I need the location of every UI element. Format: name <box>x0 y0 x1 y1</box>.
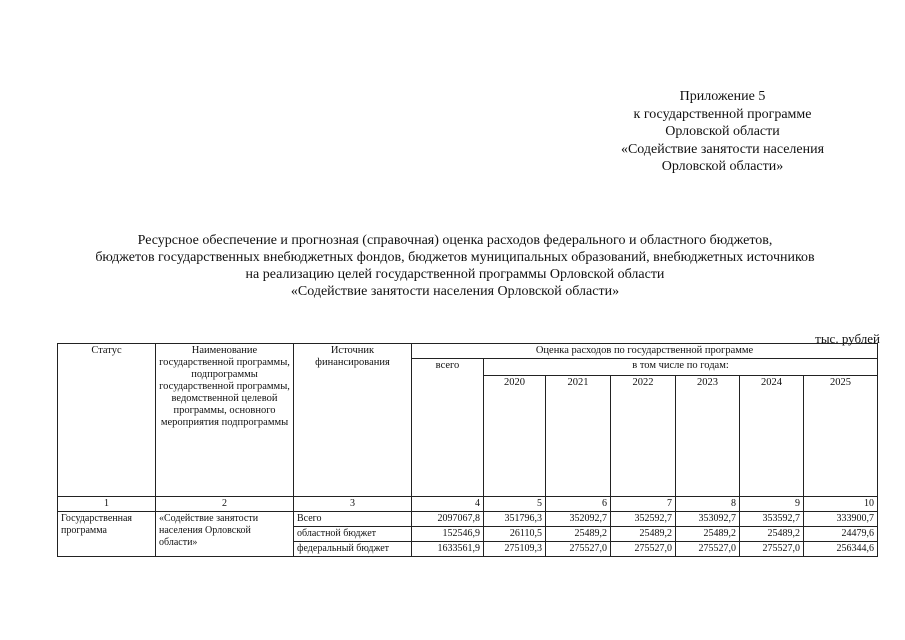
appendix-line: Орловской области» <box>661 159 784 174</box>
header-status: Статус <box>58 344 156 497</box>
header-estimate: Оценка расходов по государственной программе <box>412 344 878 359</box>
title-line: на реализацию целей государственной программы Орловской области <box>245 267 665 282</box>
appendix-header <box>590 88 855 176</box>
value-cell: 353592,7 <box>740 512 804 527</box>
program-name: «Содействие занятости населения Орловской области» <box>156 512 294 557</box>
title-line: Ресурсное обеспечение и прогнозная (справочная) оценка расходов федерального и областного бюджетов, <box>137 233 773 248</box>
appendix-line: «Содействие занятости населения <box>620 141 825 157</box>
column-number: 5 <box>484 497 546 512</box>
appendix-line: Орловской области <box>665 124 780 139</box>
value-cell: 275527,0 <box>546 542 611 557</box>
title-line: «Содействие занятости населения Орловской области» <box>290 284 620 299</box>
value-cell: 25489,2 <box>676 527 740 542</box>
value-cell: 275527,0 <box>676 542 740 557</box>
header-name: Наименование государственной программы, подпрограммы государственной программы, ведомственной целевой программы, основного мероприятия подпрограммы <box>156 344 294 497</box>
value-cell: 256344,6 <box>804 542 878 557</box>
value-cell: 26110,5 <box>484 527 546 542</box>
document-title <box>40 232 870 300</box>
value-cell: 353092,7 <box>676 512 740 527</box>
column-number: 1 <box>58 497 156 512</box>
column-number: 10 <box>804 497 878 512</box>
appendix-line: Приложение 5 <box>679 89 766 104</box>
value-cell: 352092,7 <box>546 512 611 527</box>
column-number: 8 <box>676 497 740 512</box>
value-cell: 25489,2 <box>611 527 676 542</box>
column-number: 9 <box>740 497 804 512</box>
header-source: Источник финансирования <box>294 344 412 497</box>
source-cell: Всего <box>294 512 412 527</box>
value-cell: 2097067,8 <box>412 512 484 527</box>
unit-label: тыс. рублей <box>815 331 880 346</box>
value-cell: 1633561,9 <box>412 542 484 557</box>
value-cell: 25489,2 <box>546 527 611 542</box>
column-number: 2 <box>156 497 294 512</box>
header-row <box>58 344 878 359</box>
value-cell: 24479,6 <box>804 527 878 542</box>
source-cell: областной бюджет <box>294 527 412 542</box>
header-year: 2021 <box>546 376 611 497</box>
column-number: 7 <box>611 497 676 512</box>
value-cell: 152546,9 <box>412 527 484 542</box>
value-cell: 275527,0 <box>611 542 676 557</box>
title-line: бюджетов государственных внебюджетных фондов, бюджетов муниципальных образований, внебюджетных источников <box>95 250 815 265</box>
header-year: 2023 <box>676 376 740 497</box>
table-row <box>58 512 878 527</box>
column-number: 4 <box>412 497 484 512</box>
column-number-row <box>58 497 878 512</box>
resource-table <box>57 343 878 557</box>
header-year: 2025 <box>804 376 878 497</box>
value-cell: 25489,2 <box>740 527 804 542</box>
source-cell: федеральный бюджет <box>294 542 412 557</box>
value-cell: 275527,0 <box>740 542 804 557</box>
value-cell: 333900,7 <box>804 512 878 527</box>
program-status: Государственная программа <box>58 512 156 557</box>
header-year: 2020 <box>484 376 546 497</box>
header-by-years: в том числе по годам: <box>484 359 878 376</box>
value-cell: 352592,7 <box>611 512 676 527</box>
appendix-line: к государственной программе <box>633 106 812 122</box>
header-year: 2024 <box>740 376 804 497</box>
column-number: 3 <box>294 497 412 512</box>
header-total: всего <box>412 359 484 497</box>
value-cell: 275109,3 <box>484 542 546 557</box>
header-year: 2022 <box>611 376 676 497</box>
value-cell: 351796,3 <box>484 512 546 527</box>
column-number: 6 <box>546 497 611 512</box>
